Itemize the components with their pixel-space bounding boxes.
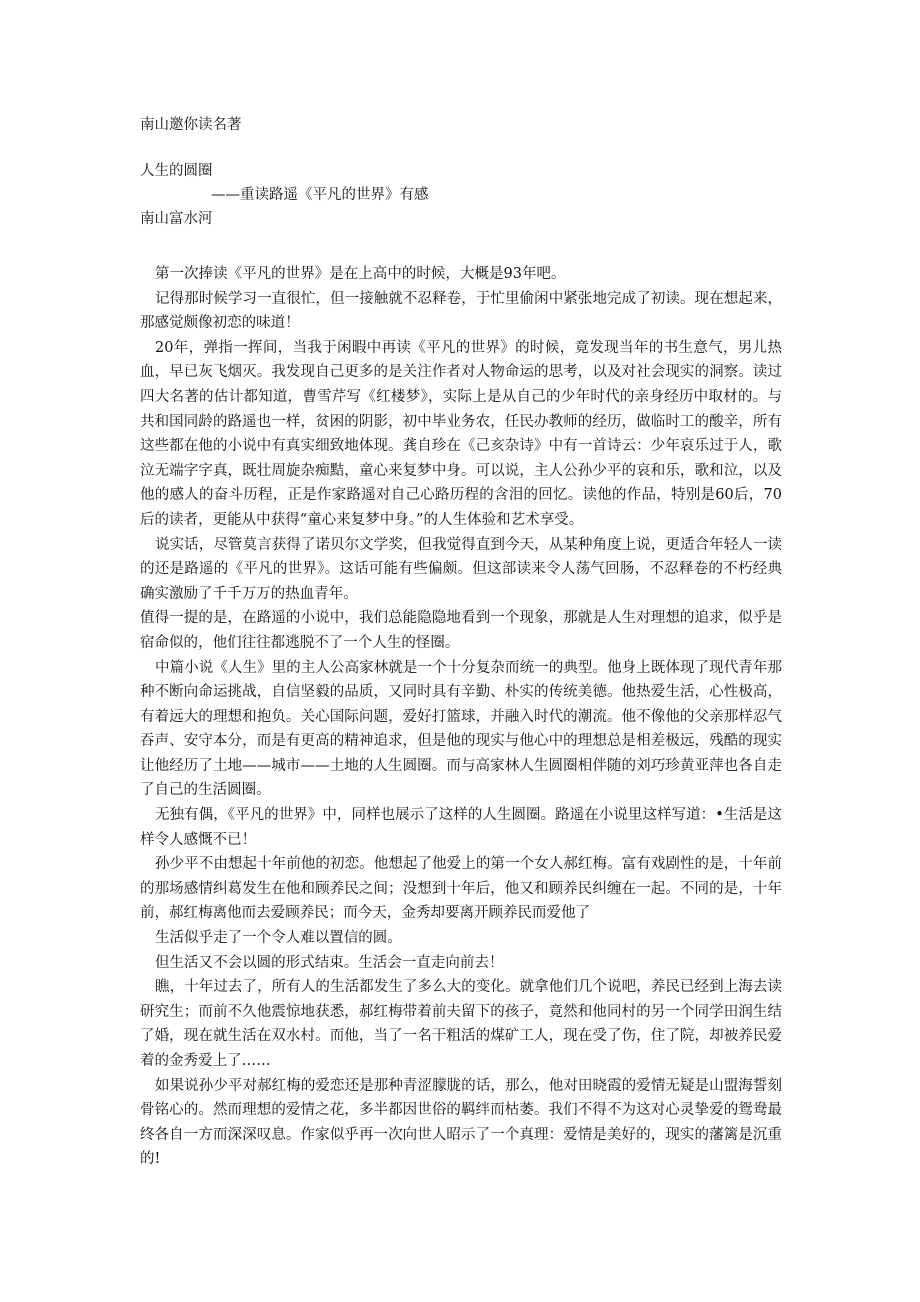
essay-body (140, 262, 782, 1172)
paragraph: 生活似乎走了一个令人难以置信的圆。 (155, 930, 402, 947)
paragraph: 中篇小说《人生》里的主人公高家林就是一个十分复杂而统一的典型。他身上既体现了现代青年那种不断向命运挑战，自信坚毅的品质，又同时具有辛勤、朴实的传统美德。他热爱生活，心性极高，有着远大的理想和抱负。关心国际问题，爱好打篮球，并融入时代的潮流。他不像他的父亲那样忍气吞声、安守本分，而是有更高的精神追求，但是他的现实与他心中的理想总是相差极远，残酷的现实让他经历了土地——城市——土地的人生圆圈。而与高家林人生圆圈相伴随的刘巧珍黄亚萍也各自走了自己的生活圆圈。 (140, 659, 782, 799)
column-title: 南山邀你读名著 (140, 117, 242, 133)
essay-title: 人生的圆圈 (140, 163, 213, 179)
paragraph: 孙少平不由想起十年前他的初恋。他想起了他爱上的第一个女人郝红梅。富有戏剧性的是，十年前的那场感情纠葛发生在他和顾养民之间；没想到十年后，他又和顾养民纠缠在一起。不同的是，十年前，郝红梅离他而去爱顾养民；而今天，金秀却要离开顾养民而爱他了 (140, 856, 782, 922)
paragraph: 瞧，十年过去了，所有人的生活都发生了多么大的变化。就拿他们几个说吧，养民已经到上海去读研究生；而前不久他震惊地获悉，郝红梅带着前夫留下的孩子，竟然和他同村的另一个同学田润生结了婚，现在就生活在双水村。而他，当了一名干粗活的煤矿工人，现在受了伤，住了院，却被养民爱着的金秀爱上了…… (140, 979, 782, 1069)
paragraph: 20年，弹指一挥间，当我于闲暇中再读《平凡的世界》的时候，竟发现当年的书生意气，男儿热血，早已灰飞烟灭。我发现自己更多的是关注作者对人物命运的思考，以及对社会现实的洞察。读过四大名著的估计都知道，曹雪芹写《红楼梦》，实际上是从自己的少年时代的亲身经历中取材的。与共和国同龄的路遥也一样，贫困的阴影，初中毕业务农，任民办教师的经历，做临时工的酸辛，所有这些都在他的小说中有真实细致地体现。龚自珍在《己亥杂诗》中有一首诗云：少年哀乐过于人，歌泣无端字字真，既壮周旋杂痴黠，童心来复梦中身。可以说，主人公孙少平的哀和乐，歌和泣，以及他的感人的奋斗历程，正是作家路遥对自己心路历程的含泪的回忆。读他的作品，特别是60后，70后的读者，更能从中获得“童心来复梦中身。”的人生体验和艺术享受。 (140, 339, 782, 528)
paragraph: 值得一提的是，在路遥的小说中，我们总能隐隐地看到一个现象，那就是人生对理想的追求，似乎是宿命似的，他们往往都逃脱不了一个人生的怪圈。 (140, 610, 782, 651)
paragraph: 记得那时候学习一直很忙，但一接触就不忍释卷，于忙里偷闲中紧张地完成了初读。现在想起来，那感觉颇像初恋的味道！ (140, 290, 782, 332)
paragraph: 无独有偶，《平凡的世界》中，同样也展示了这样的人生圆圈。路遥在小说里这样写道：•生活是这样令人感慨不已！ (140, 807, 782, 848)
paragraph: 第一次捧读《平凡的世界》是在上高中的时候，大概是93年吧。 (155, 266, 566, 282)
essay-subtitle: ——重读路遥《平凡的世界》有感 (211, 187, 429, 203)
author-name: 南山富水河 (140, 211, 213, 227)
paragraph: 说实话，尽管莫言获得了诺贝尔文学奖，但我觉得直到今天，从某种角度上说，更适合年轻人一读的还是路遥的《平凡的世界》。这话可能有些偏颇。但这部读来令人荡气回肠，不忍释卷的不朽经典确实激励了千千万万的热血青年。 (140, 536, 782, 602)
paragraph: 如果说孙少平对郝红梅的爱恋还是那种青涩朦胧的话，那么，他对田晓霞的爱情无疑是山盟海誓刻骨铭心的。然而理想的爱情之花，多半都因世俗的羁绊而枯萎。我们不得不为这对心灵挚爱的鸳鸯最终各自一方而深深叹息。作家似乎再一次向世人昭示了一个真理：爱情是美好的，现实的藩篱是沉重的! (140, 1077, 782, 1168)
paragraph: 但生活又不会以圆的形式结束。生活会一直走向前去！ (155, 954, 504, 971)
